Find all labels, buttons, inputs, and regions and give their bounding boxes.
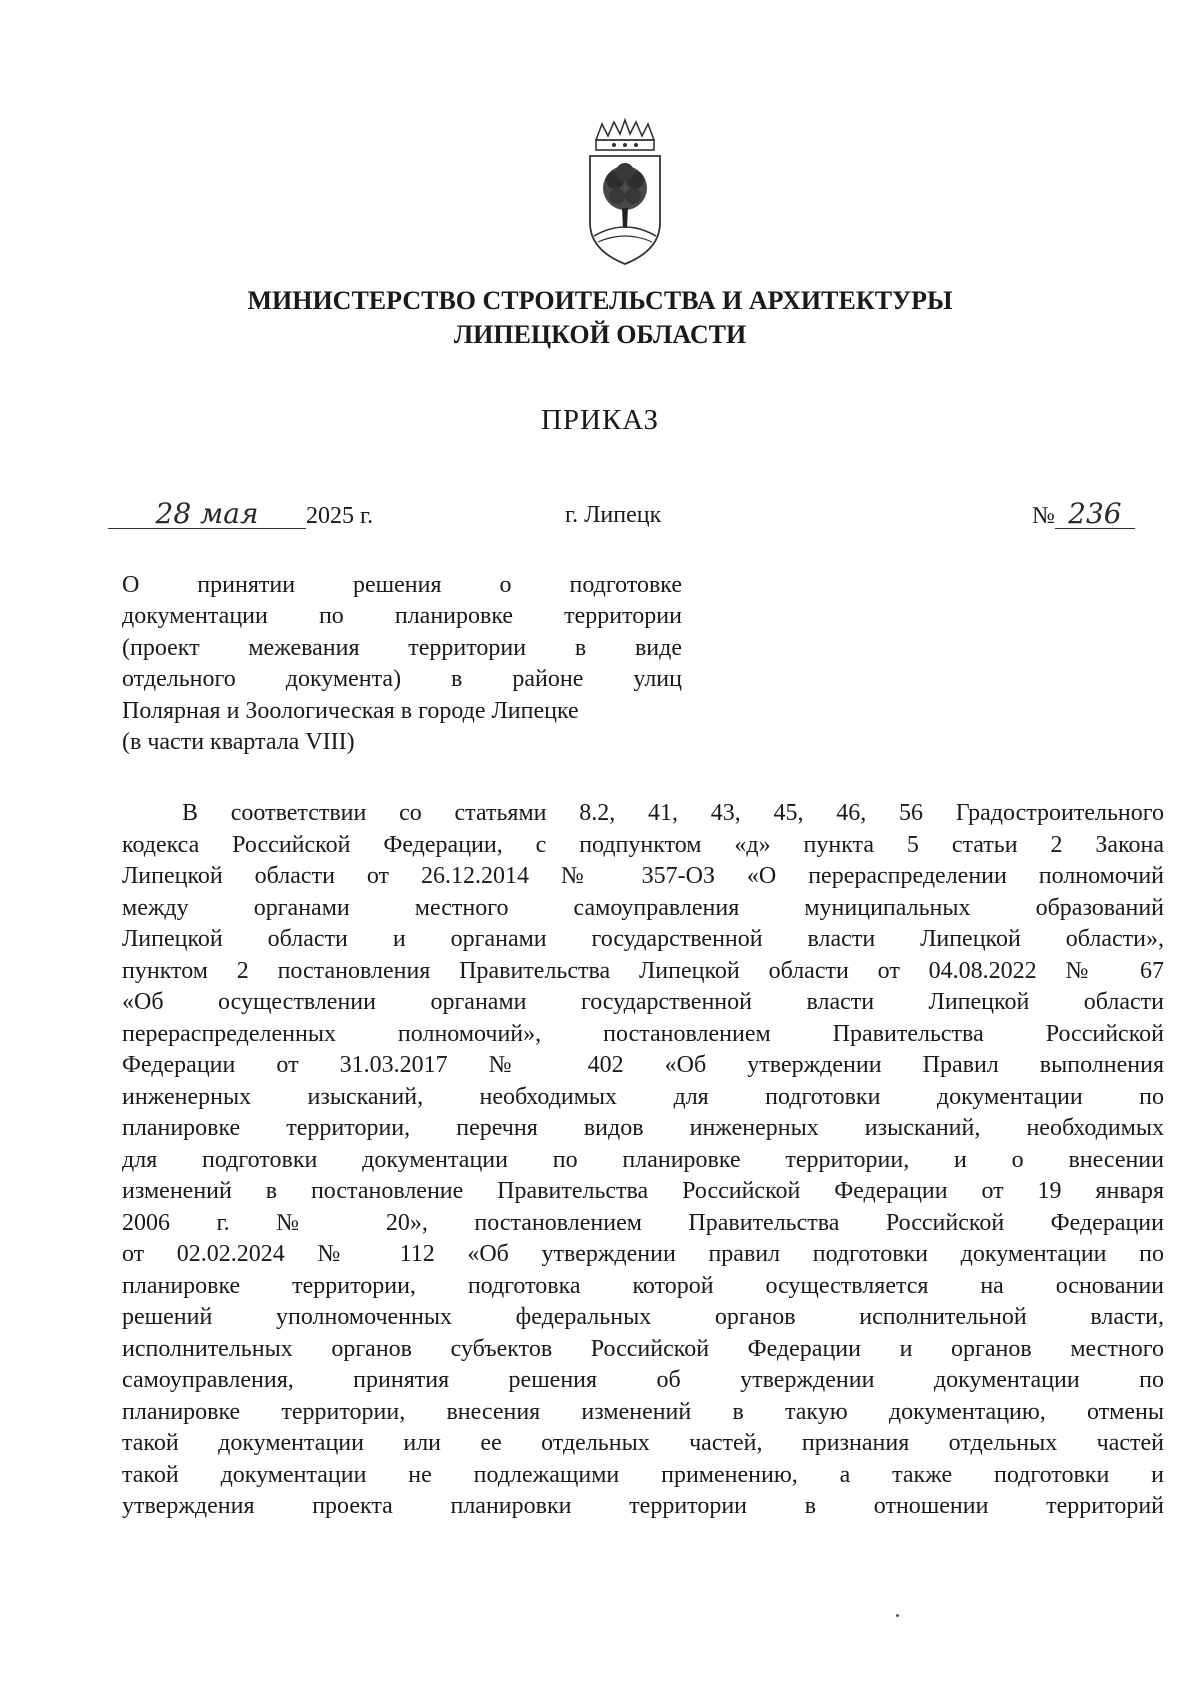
body-line: перераспределенных полномочий», постановлением Правительства Российской [122, 1020, 1164, 1047]
number-prefix: № [1032, 503, 1055, 529]
body-line: 2006 г. № 20», постановлением Правительства Российской Федерации [122, 1209, 1164, 1236]
body-line: для подготовки документации по планировке территории, и о внесении [122, 1146, 1164, 1173]
subject-line: (проект межевания территории в виде [122, 634, 682, 661]
body-line: инженерных изысканий, необходимых для подготовки документации по [122, 1083, 1164, 1110]
body-line: изменений в постановление Правительства Российской Федерации от 19 января [122, 1178, 1164, 1204]
ministry-title-line2: ЛИПЕЦКОЙ ОБЛАСТИ [453, 320, 747, 349]
body-line: утверждения проекта планировки территории в отношении территорий [122, 1493, 1164, 1519]
body-line: от 02.02.2024 № 112 «Об утверждении правил подготовки документации по [122, 1241, 1164, 1267]
body-line: «Об осуществлении органами государственной власти Липецкой области [122, 989, 1164, 1015]
body-line: решений уполномоченных федеральных органов исполнительной власти, [122, 1304, 1164, 1330]
body-line: Федерации от 31.03.2017 № 402 «Об утверждении Правил выполнения [122, 1052, 1164, 1078]
body-line: Липецкой области и органами государственной власти Липецкой области», [122, 926, 1164, 952]
body-line: кодекса Российской Федерации, с подпунктом «д» пункта 5 статьи 2 Закона [122, 831, 1164, 858]
subject-line: Полярная и Зоологическая в городе Липецке [122, 697, 579, 724]
body-line: планировке территории, перечня видов инженерных изысканий, необходимых [122, 1115, 1164, 1141]
subject-line: О принятии решения о подготовке [122, 572, 682, 598]
body-line: В соответствии со статьями 8.2, 41, 43, 45, 46, 56 Градостроительного [182, 800, 1164, 826]
order-city: г. Липецк [565, 502, 662, 528]
body-line: между органами местного самоуправления муниципальных образований [122, 894, 1164, 921]
subject-line: документации по планировке территории [122, 603, 682, 630]
handwritten-number: 236 [1055, 500, 1135, 529]
order-date [108, 497, 374, 531]
body-line: исполнительных органов субъектов Российской Федерации и органов местного [122, 1335, 1164, 1362]
order-number [1032, 497, 1135, 531]
scan-speck [896, 1614, 899, 1617]
body-line: планировке территории, внесения изменений в такую документацию, отмены [122, 1398, 1164, 1425]
body-line: самоуправления, принятия решения об утверждении документации по [122, 1367, 1164, 1393]
order-body-paragraph [122, 798, 1164, 1523]
subject-line: (в части квартала VIII) [122, 729, 355, 756]
ministry-title-line1: МИНИСТЕРСТВО СТРОИТЕЛЬСТВА И АРХИТЕКТУРЫ [247, 286, 953, 315]
body-line: такой документации не подлежащими применению, а также подготовки и [122, 1461, 1164, 1488]
body-line: Липецкой области от 26.12.2014 № 357-ОЗ «О перераспределении полномочий [122, 863, 1164, 889]
body-line: планировке территории, подготовка которой осуществляется на основании [122, 1272, 1164, 1299]
body-line: такой документации или ее отдельных частей, признания отдельных частей [122, 1430, 1164, 1456]
body-line: пунктом 2 постановления Правительства Липецкой области от 04.08.2022 № 67 [122, 957, 1164, 984]
subject-line: отдельного документа) в районе улиц [122, 666, 682, 693]
coat-of-arms-icon [584, 118, 666, 268]
handwritten-date: 28 мая [108, 500, 306, 529]
year-text: 2025 г. [306, 503, 374, 529]
order-subject [122, 570, 682, 758]
document-type-title: ПРИКАЗ [540, 404, 660, 436]
